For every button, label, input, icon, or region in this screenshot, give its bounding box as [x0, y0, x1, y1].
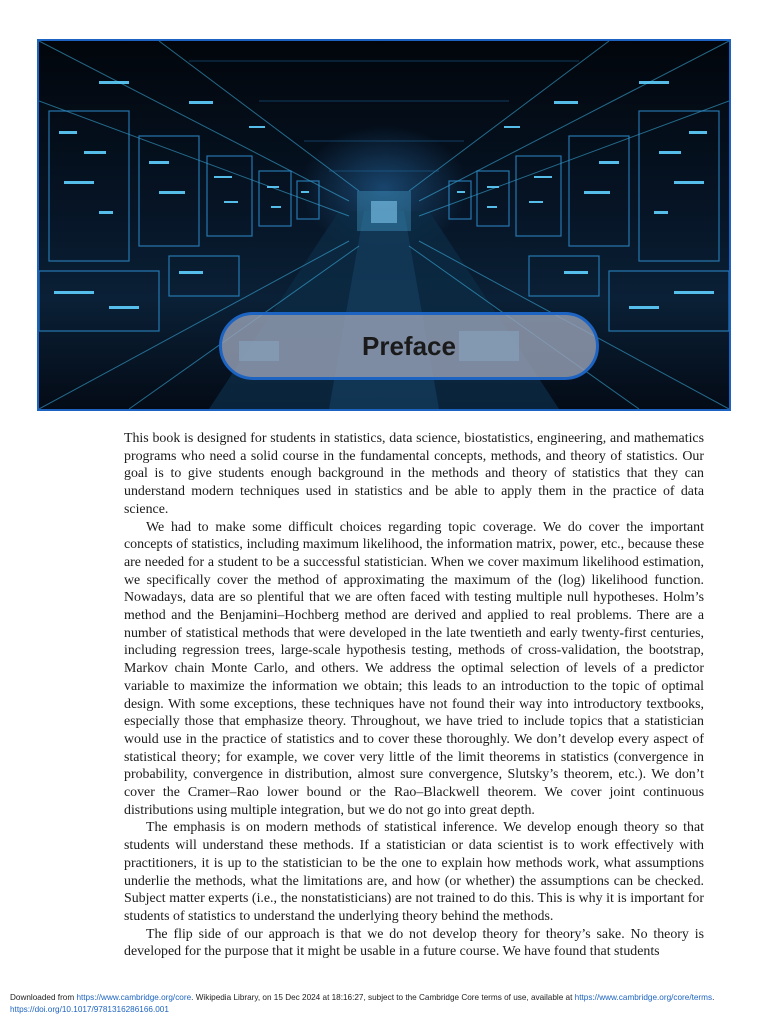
terms-link[interactable]: https://www.cambridge.org/core/terms	[574, 993, 713, 1002]
footer-prefix: Downloaded from	[10, 993, 77, 1002]
chapter-banner	[37, 39, 731, 411]
footer-middle: . Wikipedia Library, on 15 Dec 2024 at 18:16:27, subject to the Cambridge Core terms of use, available at	[191, 993, 575, 1002]
chapter-title: Preface	[362, 330, 456, 361]
paragraph: We had to make some difficult choices regarding topic coverage. We do cover the important concepts of statistics, including maximum likelihood, the information matrix, power, etc., because these are needed for a student to be a successful statistician. When we cover maximum likelihood estimation, we specifically cover the method of approximating the maximum of the (log) likelihood function. Nowadays, data are so plentiful that we are often faced with testing multiple null hypotheses. Holm’s method and the Benjamini–Hochberg method are derived and applied to real problems. There are a number of statistical methods that were developed in the late twentieth and early twenty-first centuries, including regression trees, large-scale hypothesis testing, methods of cross-validation, the bootstrap, Markov chain Monte Carlo, and others. We address the optimal selection of levels of a predictor variable to maximize the information we obtain; this leads to an introduction to the topic of optimal design. With some exceptions, these techniques have not found their way into introductory textbooks, especially those that emphasize theory. Throughout, we have tried to include topics that a statistician would use in the practice of statistics and to cover these thoroughly. We don’t develop every aspect of statistical theory; for example, we cover very little of the limit theorems in statistics (convergence in probability, convergence in distribution, almost sure convergence, Slutsky’s theorem, etc.). We don’t cover the Cramer–Rao lower bound or the Rao–Blackwell theorem. We cover joint continuous distributions using multiple integration, but we do not go into great depth.	[124, 519, 704, 818]
download-footer	[10, 992, 762, 1016]
chapter-title-badge	[219, 312, 599, 380]
footer-suffix: .	[712, 993, 715, 1002]
paragraph: The emphasis is on modern methods of statistical inference. We develop enough theory so that students will understand these methods. If a statistician or data scientist is to work effectively with practitioners, it is up to the statistician to be the one to explain how methods work, what assumptions underlie the methods, what the limitations are, and how (or whether) the assumptions can be checked. Subject matter experts (i.e., the nonstatisticians) are not trained to do this. This is why it is important for students of statistics to understand the underlying theory behind the methods.	[124, 820, 704, 924]
paragraph: This book is designed for students in statistics, data science, biostatistics, engineering, and mathematics programs who need a solid course in the fundamental concepts, methods, and theory of statistics. Our goal is to give students enough background in the methods and theory of statistics that they can understand modern techniques used in statistics and be able to apply them in the practice of data science.	[124, 431, 704, 517]
cambridge-core-link[interactable]: https://www.cambridge.org/core	[76, 993, 192, 1002]
paragraph: The flip side of our approach is that we do not develop theory for theory’s sake. No theory is developed for the purpose that it might be usable in a future course. We have found that students	[124, 926, 704, 960]
preface-body	[124, 430, 704, 961]
doi-link[interactable]: https://doi.org/10.1017/9781316286166.001	[10, 1005, 169, 1014]
